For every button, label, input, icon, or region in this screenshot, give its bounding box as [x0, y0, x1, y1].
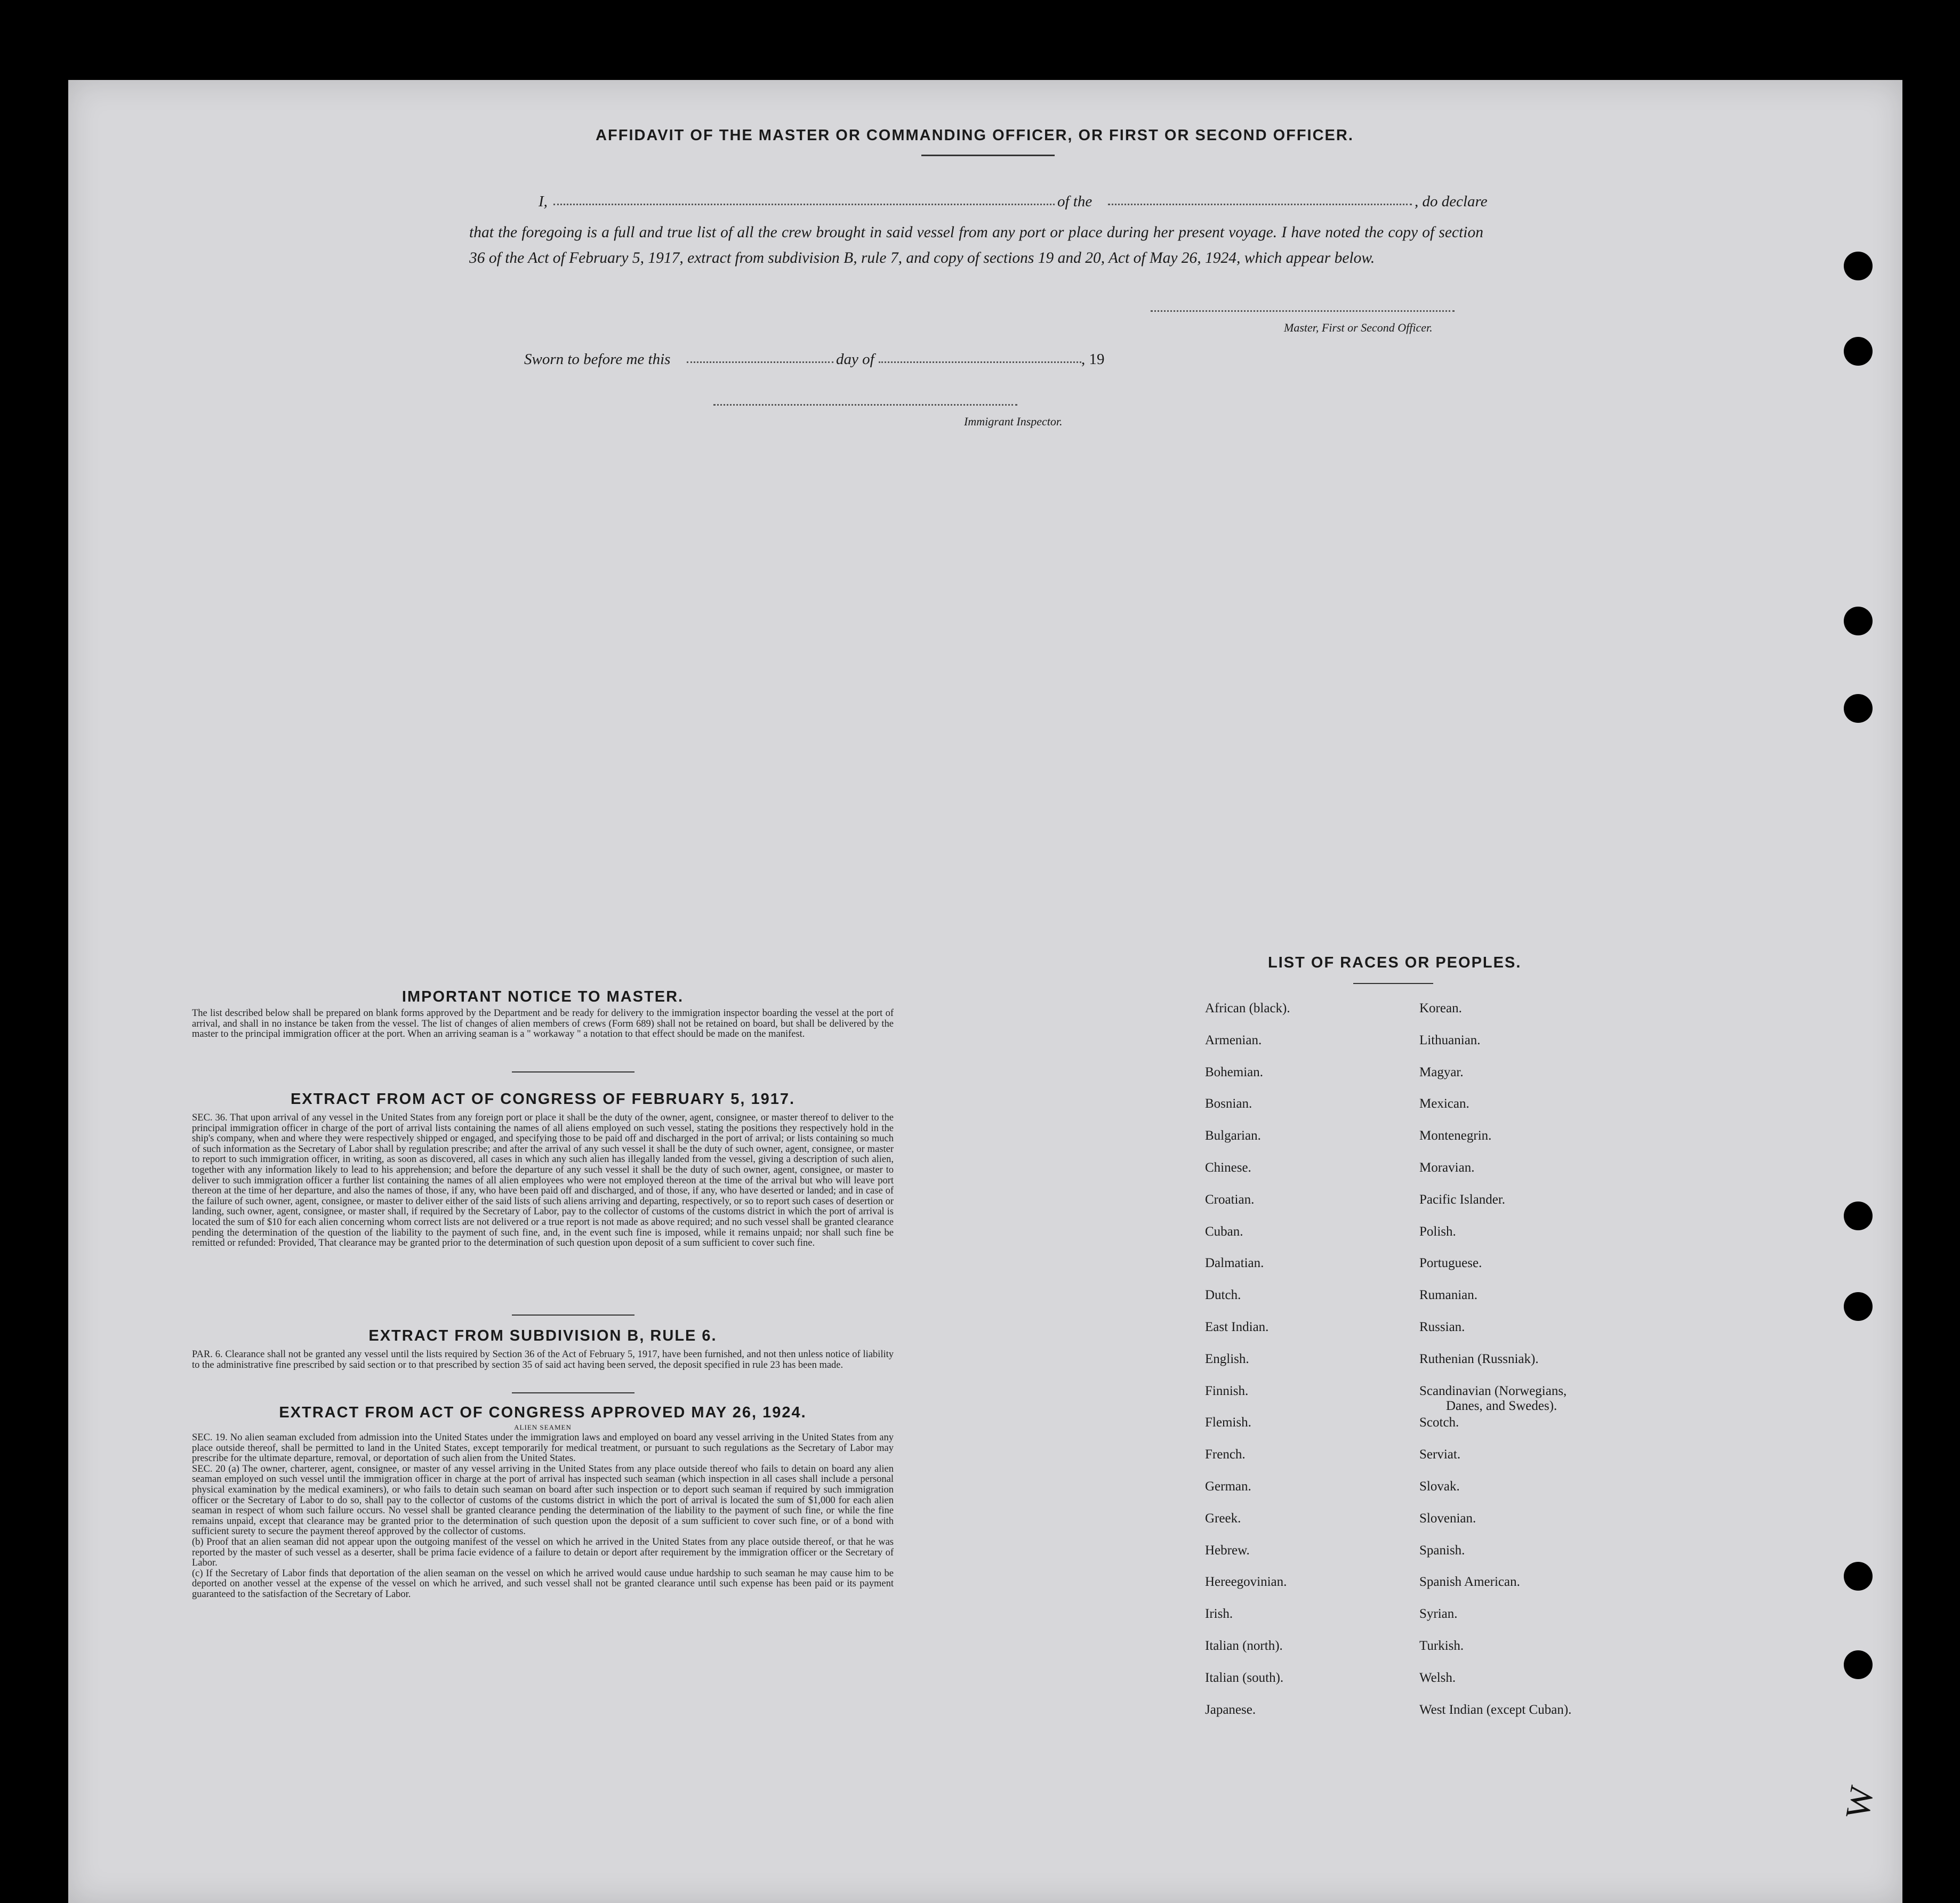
affidavit-line1-declare: , do declare [1415, 193, 1488, 210]
race-item: Flemish. [1205, 1415, 1251, 1430]
race-item: French. [1205, 1447, 1246, 1462]
race-item: Croatian. [1205, 1192, 1255, 1207]
race-item: Spanish. [1419, 1543, 1465, 1558]
race-item: Welsh. [1419, 1670, 1456, 1685]
race-item: Hebrew. [1205, 1543, 1250, 1558]
race-item: Lithuanian. [1419, 1033, 1481, 1047]
sec20a-text: SEC. 20 (a) The owner, charterer, agent, consignee, or master of any vessel arriving in the United States from any place outside thereof who fails to detain on board any alien seaman employed on such vessel until the immigration officer in charge at the port of arrival has inspected such seaman (which inspection in all cases shall include a personal physical examination by the medical examiners), or who fails to detain such seaman on board after such inspection or to deport such seaman if required by such immigration officer or the Secretary of Labor to do so, shall pay to the collector of customs of the customs district in which the port of arrival is located the sum of $1,000 for each alien seaman in respect of whom such failure occurs. No vessel shall be granted clearance pending the determination of the liability to the payment of such fine, or while the fine remains unpaid, except that clearance may be granted prior to the determination of such question upon the deposit of a sum sufficient to cover such fine, or of a bond with sufficient surety to secure the payment thereof approved by the collector of customs. [192, 1463, 894, 1537]
sworn-month-blank[interactable] [879, 361, 1081, 363]
master-name-blank[interactable] [553, 204, 1055, 205]
race-item: Cuban. [1205, 1224, 1243, 1239]
punch-hole [1844, 337, 1873, 366]
race-item: Bosnian. [1205, 1096, 1252, 1111]
master-signature-blank[interactable] [1151, 310, 1455, 312]
extract-1917-text: SEC. 36. That upon arrival of any vessel in the United States from any foreign port or place it shall be the duty of the owner, agent, consignee, or master thereof to deliver to the principal immigration officer in charge of the port of arrival lists containing the names of all aliens employed on such vessel, stating the positions they respectively hold in the ship's company, when and where they were respectively shipped or engaged, and specifying those to be paid off and discharged in the port of arrival; or lists containing so much of such information as the Secretary of Labor shall by regulation prescribe; and after the arrival of any such vessel it shall be the duty of such owner, agent, consignee, or master to report to such immigration officer, in writing, as soon as discovered, all cases in which any such alien has illegally landed from the vessel, giving a description of such alien, together with any information likely to lead to his apprehension; and before the departure of any such vessel it shall be the duty of such owner, agent, consignee, or master to deliver to such immigration officer a further list containing the names of all alien employees who were not employed thereon at the time of the arrival but who will leave port thereon at the time of her departure, and also the names of those, if any, who have been paid off and discharged, and of those, if any, who have deserted or landed; and in case of the failure of such owner, agent, consignee, or master to deliver either of the said lists of such aliens arriving and departing, respectively, or so to report such cases of desertion or landing, such owner, agent, consignee, or master shall, if required by the Secretary of Labor, pay to the collector of customs of the customs district in which the port of arrival is located the sum of $10 for each alien concerning whom correct lists are not delivered or a true report is not made as above required; and no such vessel shall be granted clearance pending the determination of the question of the liability to the payment of such fine, and, in the event such fine is imposed, while it remains unpaid; nor shall such fine be remitted or refunded: Provided, That clearance may be granted prior to the determination of such question upon deposit of a sum sufficient to cover such fine. [192, 1112, 894, 1249]
race-item: Chinese. [1205, 1160, 1251, 1175]
race-item: Japanese. [1205, 1702, 1256, 1717]
sworn-text: Sworn to before me this [524, 351, 671, 368]
race-item: Italian (south). [1205, 1670, 1284, 1685]
punch-hole [1844, 607, 1873, 635]
race-item: Moravian. [1419, 1160, 1475, 1175]
day-of-text: day of [836, 351, 874, 368]
race-item: Mexican. [1419, 1096, 1469, 1111]
race-item: Montenegrin. [1419, 1128, 1492, 1143]
races-right-column [1419, 1001, 1571, 1734]
race-item: West Indian (except Cuban). [1419, 1702, 1572, 1717]
extract-rule6-title: EXTRACT FROM SUBDIVISION B, RULE 6. [368, 1327, 717, 1344]
punch-hole [1844, 1202, 1873, 1230]
divider-2 [512, 1315, 634, 1316]
year-prefix: , 19 [1081, 351, 1105, 368]
race-item: Syrian. [1419, 1607, 1458, 1622]
notice-text: The list described below shall be prepared on blank forms approved by the Department and be ready for delivery to the immigration inspector boarding the vessel at the port of arrival, and shall in no instance be taken from the vessel. The list of changes of alien members of crews (Form 689) shall not be retained on board, but shall be delivered by the master to the principal immigration officer at the port. When an arriving seaman is a " workaway " a notation to that effect should be made on the manifest. [192, 1008, 894, 1040]
race-item: Turkish. [1419, 1638, 1464, 1653]
race-item: Bulgarian. [1205, 1128, 1261, 1143]
race-item: German. [1205, 1479, 1251, 1494]
race-item: Serviat. [1419, 1447, 1461, 1462]
race-item: Slovenian. [1419, 1511, 1476, 1526]
punch-hole [1844, 252, 1873, 280]
affidavit-line1-of-the: of the [1057, 193, 1093, 210]
extract-1924-title: EXTRACT FROM ACT OF CONGRESS APPROVED MAY 26, 1924. [279, 1404, 807, 1421]
affidavit-line1-i: I, [539, 193, 548, 210]
race-item: Scotch. [1419, 1415, 1459, 1430]
race-item: Spanish American. [1419, 1575, 1520, 1590]
race-item: Portuguese. [1419, 1256, 1482, 1271]
race-item: Scandinavian (Norwegians, [1419, 1383, 1567, 1398]
race-item: Magyar. [1419, 1065, 1464, 1079]
race-item: Polish. [1419, 1224, 1456, 1239]
alien-seamen-subtitle: ALIEN SEAMEN [514, 1423, 572, 1431]
inspector-caption: Immigrant Inspector. [964, 415, 1063, 428]
extract-1924-body [192, 1433, 894, 1600]
divider-3 [512, 1392, 634, 1393]
signature-caption: Master, First or Second Officer. [1284, 321, 1433, 334]
affidavit-title: AFFIDAVIT OF THE MASTER OR COMMANDING OFFICER, OR FIRST OR SECOND OFFICER. [596, 127, 1354, 144]
race-item: East Indian. [1205, 1319, 1269, 1334]
races-title: LIST OF RACES OR PEOPLES. [1268, 954, 1522, 971]
notice-title: IMPORTANT NOTICE TO MASTER. [401, 988, 684, 1005]
race-item: Italian (north). [1205, 1638, 1283, 1653]
race-item: Finnish. [1205, 1383, 1249, 1398]
race-item: Korean. [1419, 1001, 1462, 1015]
handwritten-mark: W [1838, 1783, 1881, 1821]
sec20b-text: (b) Proof that an alien seaman did not appear upon the outgoing manifest of the vessel on which he arrived in the United States from any place outside thereof, or that he was reported by the master of such vessel as a deserter, shall be prima facie evidence of a failure to detain or deport after requirement by the immigration officer or the Secretary of Labor. [192, 1536, 894, 1569]
extract-1917-title: EXTRACT FROM ACT OF CONGRESS OF FEBRUARY 5, 1917. [290, 1091, 796, 1108]
punch-hole [1844, 1292, 1873, 1321]
race-item: Russian. [1419, 1319, 1465, 1334]
race-item: African (black). [1205, 1001, 1290, 1015]
race-item: Greek. [1205, 1511, 1241, 1526]
sec20c-text: (c) If the Secretary of Labor finds that deportation of the alien seaman on the vessel on which he arrived would cause undue hardship to such seaman he may cause him to be deported on another vessel at the expense of the vessel on which he arrived, and such vessel shall not be granted clearance until such expense has been paid or its payment guaranteed to the satisfaction of the Secretary of Labor. [192, 1568, 894, 1600]
race-item: Hereegovinian. [1205, 1575, 1287, 1590]
sec19-text: SEC. 19. No alien seaman excluded from admission into the United States under the immigration laws and employed on board any vessel arriving in the United States from any place outside thereof, shall be permitted to land in the United States, except temporarily for medical treatment, or pursuant to such regulations as the Secretary of Labor may prescribe for the ultimate departure, removal, or deportation of such alien from the United States. [192, 1432, 894, 1464]
race-item: Dalmatian. [1205, 1256, 1264, 1271]
race-item: Slovak. [1419, 1479, 1460, 1494]
race-item: Irish. [1205, 1607, 1233, 1622]
document-page [68, 80, 1902, 1903]
extract-rule6-text: PAR. 6. Clearance shall not be granted any vessel until the lists required by Section 36 of the Act of February 5, 1917, have been furnished, and not then unless notice of liability to the administrative fine prescribed by said section or to that prescribed by section 35 of said act having been served, the deposit specified in rule 23 has been made. [192, 1349, 894, 1370]
race-item: Pacific Islander. [1419, 1192, 1506, 1207]
sworn-day-blank[interactable] [687, 361, 833, 363]
race-item: Bohemian. [1205, 1065, 1264, 1079]
punch-hole [1844, 1650, 1873, 1679]
race-item: Armenian. [1205, 1033, 1262, 1047]
race-item: English. [1205, 1351, 1249, 1366]
races-left-column [1205, 1001, 1290, 1734]
race-item: Dutch. [1205, 1288, 1241, 1303]
vessel-name-blank[interactable] [1108, 204, 1412, 205]
races-underline [1353, 983, 1433, 984]
race-item: Rumanian. [1419, 1288, 1478, 1303]
punch-hole [1844, 694, 1873, 723]
race-item: Ruthenian (Russniak). [1419, 1351, 1539, 1366]
race-item: Danes, and Swedes). [1446, 1398, 1557, 1413]
inspector-signature-blank[interactable] [713, 404, 1017, 406]
title-underline [921, 155, 1055, 156]
punch-hole [1844, 1562, 1873, 1591]
affidavit-body: that the foregoing is a full and true list of all the crew brought in said vessel from any port or place during her present voyage. I have noted the copy of section 36 of the Act of February 5, 1917, extract from subdivision B, rule 7, and copy of sections 19 and 20, Act of May 26, 1924, which appear below. [469, 224, 1483, 267]
divider-1 [512, 1071, 634, 1073]
